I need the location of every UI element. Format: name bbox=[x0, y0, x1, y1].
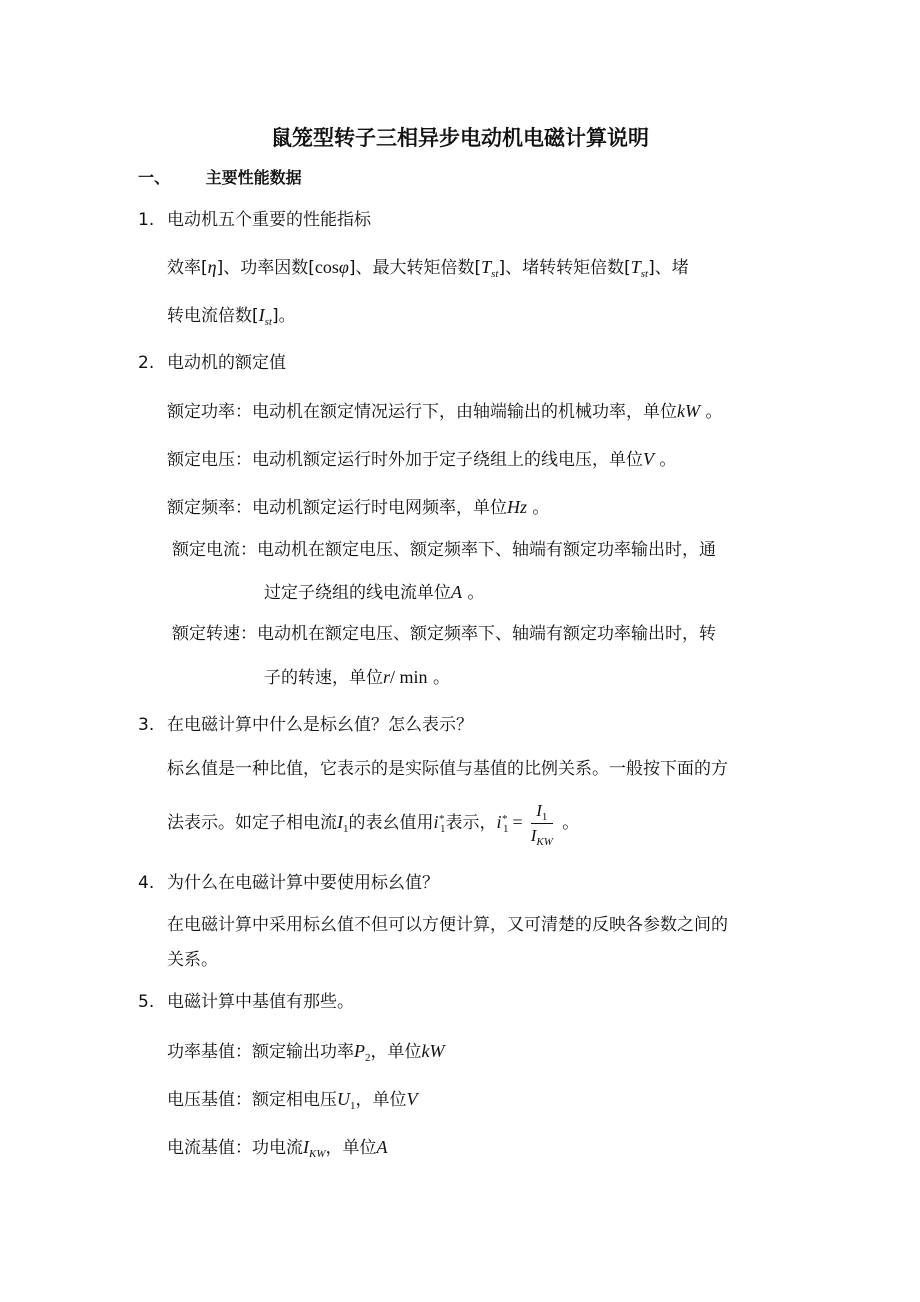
rated-voltage-text: 电动机额定运行时外加于定子绕组上的线电压，单位 bbox=[252, 450, 643, 470]
voltage-base-unit-text: ，单位 bbox=[355, 1090, 407, 1110]
i1-subscript: 1 bbox=[343, 823, 349, 835]
q4-heading: 为什么在电磁计算中要使用标幺值？ bbox=[167, 873, 439, 893]
q2-number: 2. bbox=[138, 353, 155, 373]
rated-current-text: 电动机在额定电压、额定频率下、轴端有额定功率输出时，通 bbox=[257, 540, 716, 560]
u1-subscript: 1 bbox=[350, 1100, 356, 1112]
q3-heading: 在电磁计算中什么是标幺值？怎么表示？ bbox=[167, 715, 473, 735]
rated-power-label: 额定功率： bbox=[167, 402, 252, 422]
power-base-label: 功率基值： bbox=[167, 1042, 252, 1062]
denominator-subscript: KW bbox=[536, 835, 553, 848]
power-base-unit: kW bbox=[421, 1041, 445, 1061]
phi-symbol: φ bbox=[338, 257, 349, 277]
voltage-base-text: 额定相电压 bbox=[252, 1090, 337, 1110]
q1-text: 效率[ bbox=[167, 258, 208, 278]
i1-pu-subscript-eq: 1 bbox=[503, 823, 509, 835]
punct: 。 bbox=[705, 402, 723, 422]
q3-text: 表示， bbox=[445, 813, 497, 833]
i1-pu-superscript-eq: * bbox=[501, 813, 508, 825]
q3-line-2 bbox=[167, 800, 579, 846]
q1-heading-line bbox=[138, 209, 154, 231]
q1-text: ]、堵 bbox=[648, 258, 689, 278]
tst-symbol: T bbox=[630, 257, 641, 277]
rated-current-label: 额定电流： bbox=[172, 540, 257, 560]
rated-speed-text: 电动机在额定电压、额定频率下、轴端有额定功率输出时，转 bbox=[257, 624, 716, 644]
q4-line-2: 关系。 bbox=[167, 950, 218, 970]
numerator-symbol: I bbox=[536, 800, 542, 820]
punct: 。 bbox=[659, 450, 677, 470]
numerator-subscript: 1 bbox=[541, 810, 548, 823]
cos-symbol: cos bbox=[314, 257, 339, 277]
punct: 。 bbox=[532, 498, 550, 518]
fraction-denominator bbox=[531, 824, 553, 846]
power-base-unit-text: ，单位 bbox=[370, 1042, 422, 1062]
i1-pu-superscript: * bbox=[438, 813, 445, 825]
ist-subscript: st bbox=[264, 316, 272, 328]
i1-pu-symbol: i bbox=[433, 812, 439, 832]
equals-sign: = bbox=[512, 812, 523, 832]
q1-indicators-line-1 bbox=[167, 256, 689, 279]
rated-frequency-line bbox=[167, 496, 549, 519]
rated-power-unit: kW bbox=[677, 401, 700, 421]
tst-subscript: st bbox=[640, 268, 649, 280]
q1-indicators-line-2 bbox=[167, 304, 296, 327]
ikw-subscript: KW bbox=[309, 1148, 326, 1160]
rated-current-line-2 bbox=[264, 581, 484, 604]
q2-heading: 电动机的额定值 bbox=[167, 353, 286, 373]
q1-text: ]、最大转矩倍数[ bbox=[348, 258, 482, 278]
u1-symbol: U bbox=[337, 1089, 350, 1109]
p2-subscript: 2 bbox=[365, 1052, 371, 1064]
i1-pu-subscript: 1 bbox=[440, 823, 446, 835]
q1-number: 1. bbox=[138, 210, 155, 230]
rated-voltage-unit: V bbox=[643, 449, 654, 469]
q4-number: 4. bbox=[138, 873, 155, 893]
current-base-text: 功电流 bbox=[252, 1138, 303, 1158]
q3-text: 法表示。如定子相电流 bbox=[167, 813, 337, 833]
punct: 。 bbox=[467, 583, 485, 603]
q5-heading: 电磁计算中基值有那些。 bbox=[167, 992, 354, 1012]
section-title: 主要性能数据 bbox=[205, 168, 302, 187]
rated-speed-unit-r: r bbox=[383, 667, 391, 687]
q3-number: 3. bbox=[138, 715, 155, 735]
rated-speed-text: 子的转速，单位 bbox=[264, 668, 383, 688]
rated-voltage-label: 额定电压： bbox=[167, 450, 252, 470]
denominator-symbol: I bbox=[530, 825, 537, 845]
fraction bbox=[531, 801, 553, 846]
rated-power-line bbox=[167, 400, 722, 423]
q1-text: ]。 bbox=[271, 306, 296, 326]
tmax-subscript: st bbox=[491, 268, 499, 280]
rated-voltage-line bbox=[167, 448, 676, 471]
q4-line-1: 在电磁计算中采用标幺值不但可以方便计算，又可清楚的反映各参数之间的 bbox=[167, 915, 728, 935]
i1-symbol: I bbox=[337, 812, 343, 832]
q3-line-1: 标幺值是一种比值，它表示的是实际值与基值的比例关系。一般按下面的方 bbox=[167, 759, 728, 779]
voltage-base-label: 电压基值： bbox=[167, 1090, 252, 1110]
fraction-numerator bbox=[531, 801, 553, 824]
rated-power-text: 电动机在额定情况运行下，由轴端输出的机械功率，单位 bbox=[252, 402, 677, 422]
i1-pu-symbol-eq: i bbox=[496, 812, 502, 832]
rated-frequency-label: 额定频率： bbox=[167, 498, 252, 518]
document-title: 鼠笼型转子三相异步电动机电磁计算说明 bbox=[271, 126, 649, 150]
p2-symbol: P bbox=[354, 1041, 365, 1061]
tmax-symbol: T bbox=[481, 257, 492, 277]
rated-frequency-unit: Hz bbox=[507, 497, 528, 517]
section-number: 一、 bbox=[138, 168, 171, 187]
rated-speed-line-2 bbox=[264, 666, 450, 689]
rated-speed-label: 额定转速： bbox=[172, 624, 257, 644]
power-base-line bbox=[167, 1040, 444, 1063]
current-base-line bbox=[167, 1136, 388, 1159]
rated-frequency-text: 电动机额定运行时电网频率，单位 bbox=[252, 498, 507, 518]
q1-heading: 电动机五个重要的性能指标 bbox=[167, 210, 371, 230]
q5-number: 5. bbox=[138, 992, 155, 1012]
ikw-symbol: I bbox=[303, 1137, 309, 1157]
q1-text: 转电流倍数[ bbox=[167, 306, 259, 326]
rated-current-unit: A bbox=[451, 582, 462, 602]
ist-symbol: I bbox=[258, 305, 265, 325]
rated-current-line-1 bbox=[172, 539, 716, 561]
punct: 。 bbox=[432, 668, 450, 688]
eta-symbol: η bbox=[207, 257, 217, 277]
power-base-text: 额定输出功率 bbox=[252, 1042, 354, 1062]
rated-speed-unit-min: / min bbox=[390, 667, 428, 687]
current-base-unit: A bbox=[376, 1137, 388, 1157]
section-heading bbox=[138, 167, 302, 189]
q3-text: 的表幺值用 bbox=[348, 813, 434, 833]
current-base-unit-text: ，单位 bbox=[325, 1138, 377, 1158]
q1-text: ]、堵转转矩倍数[ bbox=[498, 258, 631, 278]
punct: 。 bbox=[562, 813, 580, 833]
voltage-base-line bbox=[167, 1088, 418, 1111]
rated-current-text: 过定子绕组的线电流单位 bbox=[264, 583, 451, 603]
rated-speed-line-1 bbox=[172, 623, 716, 645]
q1-text: ]、功率因数[ bbox=[216, 258, 315, 278]
voltage-base-unit: V bbox=[406, 1089, 418, 1109]
current-base-label: 电流基值： bbox=[167, 1138, 252, 1158]
